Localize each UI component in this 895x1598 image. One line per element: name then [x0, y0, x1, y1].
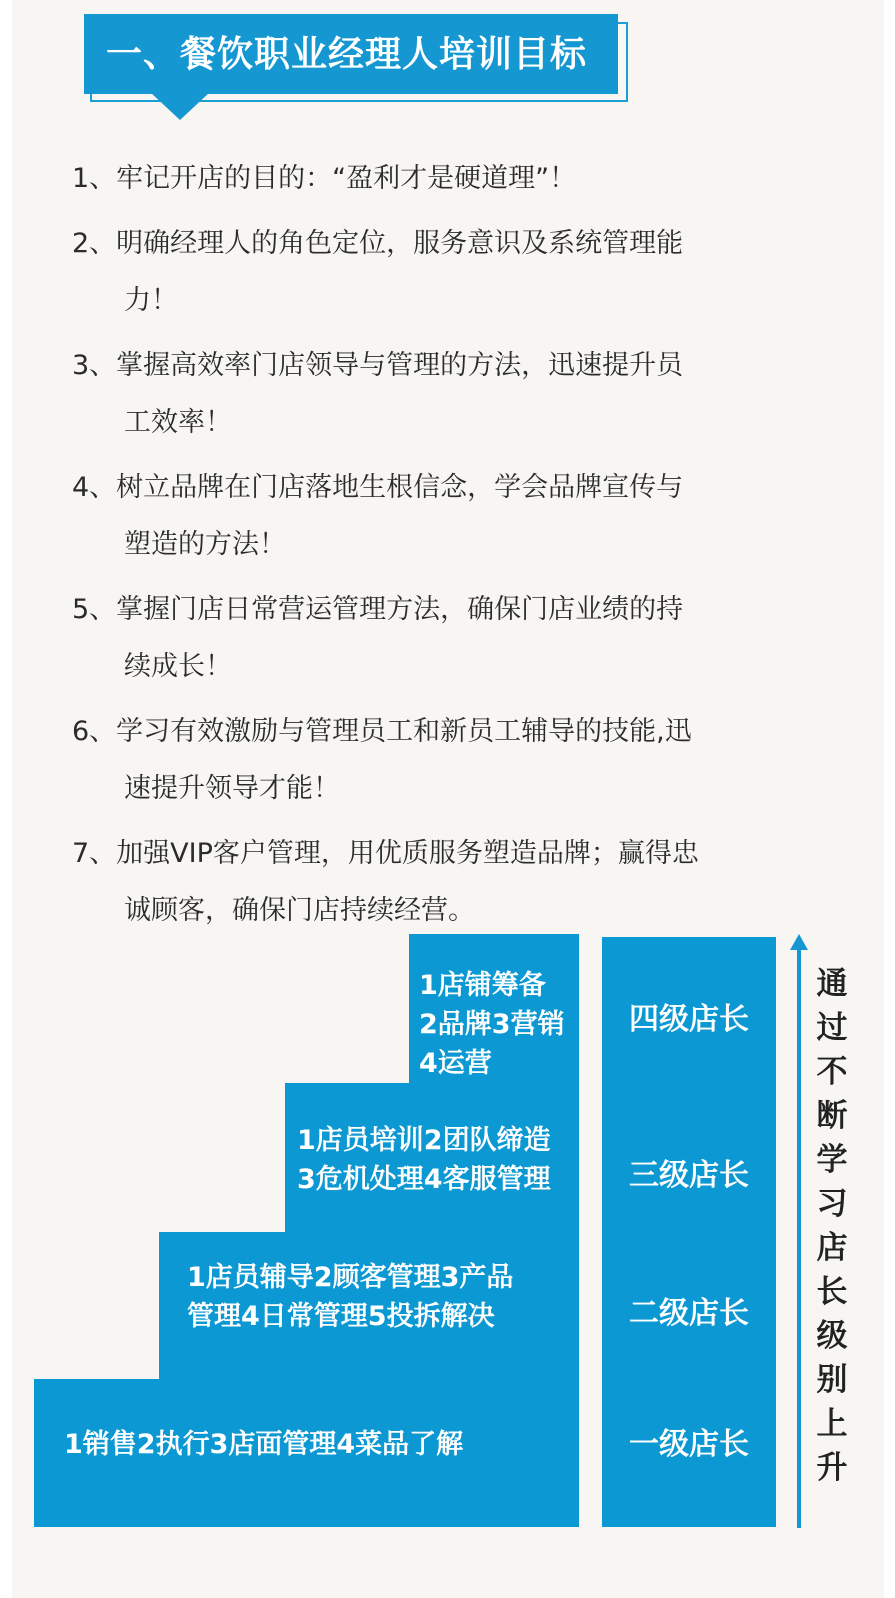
page-title: 一、餐饮职业经理人培训目标 — [106, 34, 588, 75]
goal-line-continued: 速提升领导才能！ — [124, 773, 340, 804]
level-label-1: 一级店长 — [629, 1427, 749, 1462]
caption-char: 习 — [816, 1186, 848, 1222]
caption-char: 上 — [816, 1406, 848, 1442]
goal-line: 2、明确经理人的角色定位，服务意识及系统管理能 — [72, 228, 684, 259]
step-text: 1销售2执行3店面管理4菜品了解 — [64, 1429, 464, 1460]
step-text: 3危机处理4客服管理 — [297, 1164, 551, 1195]
step-level-3 — [285, 1083, 579, 1233]
level-label-4: 四级店长 — [629, 1002, 749, 1037]
goal-item — [72, 703, 832, 817]
caption-char: 学 — [816, 1142, 848, 1178]
caption-char: 过 — [816, 1010, 848, 1046]
caption-char: 店 — [816, 1230, 848, 1266]
goal-line: 7、加强VIP客户管理，用优质服务塑造品牌；赢得忠 — [72, 838, 699, 869]
step-level-1 — [34, 1379, 579, 1527]
goal-line-continued: 续成长！ — [124, 651, 232, 682]
goal-line-continued: 塑造的方法！ — [124, 529, 286, 560]
level-label-3: 三级店长 — [629, 1158, 749, 1193]
up-arrow-shaft — [797, 944, 801, 1528]
goal-item — [72, 459, 832, 573]
goals-list — [72, 150, 832, 947]
up-arrow-icon — [790, 934, 808, 950]
goal-item — [72, 581, 832, 695]
goal-line-continued: 工效率！ — [124, 407, 232, 438]
caption-char: 级 — [816, 1318, 848, 1354]
step-text: 4运营 — [419, 1048, 492, 1079]
goal-item — [72, 150, 832, 207]
goal-item — [72, 825, 832, 939]
goal-item — [72, 215, 832, 329]
goal-line-continued: 诚顾客，确保门店持续经营。 — [124, 895, 475, 926]
goal-item — [72, 337, 832, 451]
goal-line: 1、牢记开店的目的：“盈利才是硬道理”！ — [72, 163, 577, 194]
banner-pointer — [150, 92, 210, 120]
caption-char: 不 — [816, 1054, 848, 1090]
goal-line: 3、掌握高效率门店领导与管理的方法，迅速提升员 — [72, 350, 684, 381]
goal-line: 5、掌握门店日常营运管理方法，确保门店业绩的持 — [72, 594, 684, 625]
step-text: 1店员培训2团队缔造 — [297, 1125, 551, 1156]
step-level-4 — [409, 934, 579, 1084]
caption-char: 通 — [816, 966, 848, 1002]
caption-char: 长 — [816, 1274, 848, 1310]
goal-line: 4、树立品牌在门店落地生根信念，学会品牌宣传与 — [72, 472, 684, 503]
caption-char: 断 — [816, 1098, 848, 1134]
step-text: 2品牌3营销 — [419, 1009, 565, 1040]
step-text: 1店铺筹备 — [419, 970, 546, 1001]
vertical-caption — [813, 962, 851, 1490]
level-label-2: 二级店长 — [629, 1296, 749, 1331]
caption-char: 升 — [816, 1450, 848, 1486]
step-level-2 — [159, 1232, 579, 1380]
goal-line-continued: 力！ — [124, 285, 178, 316]
goal-line: 6、学习有效激励与管理员工和新员工辅导的技能,迅 — [72, 716, 692, 747]
step-text: 管理4日常管理5投拆解决 — [187, 1301, 495, 1332]
step-text: 1店员辅导2顾客管理3产品 — [187, 1262, 514, 1293]
caption-char: 别 — [816, 1362, 848, 1398]
